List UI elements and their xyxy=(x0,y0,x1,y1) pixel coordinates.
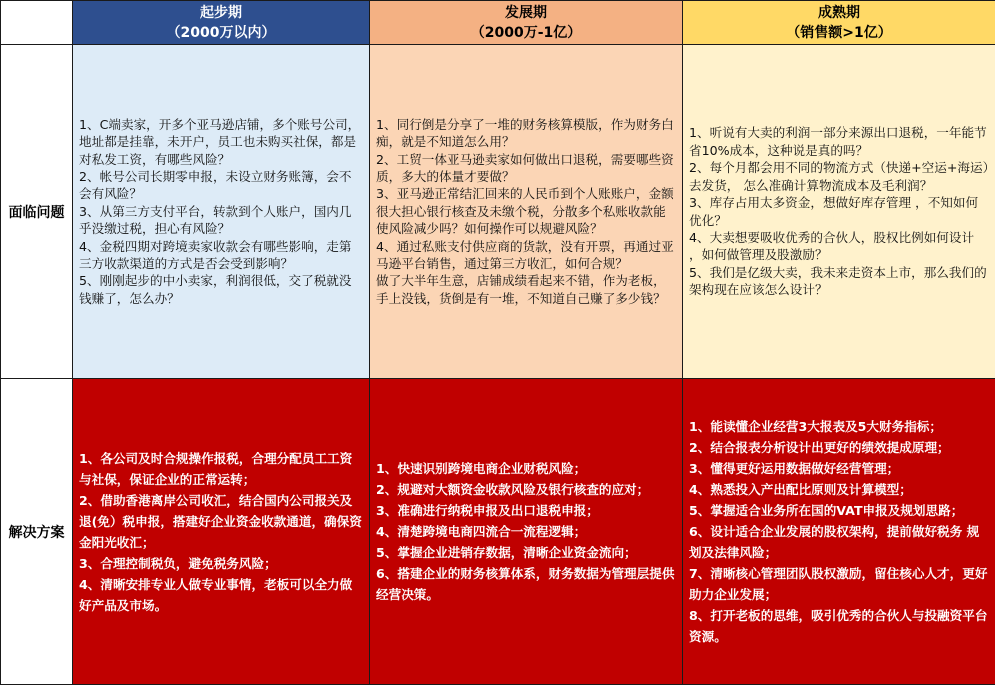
problems-start-cell: 1、C端卖家，开多个亚马逊店铺，多个账号公司，地址都是挂靠，未开户，员工也未购买社保，都是对私发工资，有哪些风险？ 2、帐号公司长期零申报，未设立财务账簿，会不会有风险？ 3、从第三方支付平台，转款到个人账户，国内几乎没缴过税，担心有风险？ 4、金税四期对跨境卖家收款会有哪些影响，走第三方收款渠道的方式是否会受到影响？ 5、刚刚起步的中小卖家，利润很低，交了税就没钱赚了，怎么办？ xyxy=(73,45,370,379)
problems-row-label: 面临问题 xyxy=(1,45,73,379)
corner-cell xyxy=(1,1,73,45)
header-start-stage xyxy=(73,1,370,45)
solutions-row-label: 解决方案 xyxy=(1,379,73,685)
solutions-mature-cell: 1、能读懂企业经营3大报表及5大财务指标； 2、结合报表分析设计出更好的绩效提成原理； 3、懂得更好运用数据做好经营管理； 4、熟悉投入产出配比原则及计算模型； 5、掌握适合业务所在国的VAT申报及规划思路； 6、设计适合企业发展的股权架构，提前做好税务 规划及法律风险； 7、清晰核心管理团队股权激励，留住核心人才，更好助力企业发展； 8、打开老板的思维，吸引优秀的合伙人与投融资平台资源。 xyxy=(683,379,995,685)
solutions-dev-cell: 1、快速识别跨境电商企业财税风险； 2、规避对大额资金收款风险及银行核查的应对； 3、准确进行纳税申报及出口退税申报； 4、清楚跨境电商四流合一流程逻辑； 5、掌握企业进销存数据，清晰企业资金流向； 6、搭建企业的财务核算体系，财务数据为管理层提供经营决策。 xyxy=(370,379,683,685)
solutions-row xyxy=(1,379,995,685)
header-dev-sub: （2000万-1亿） xyxy=(370,23,682,43)
header-row xyxy=(1,1,995,45)
header-mature-title: 成熟期 xyxy=(683,3,995,23)
header-mature-stage xyxy=(683,1,995,45)
problems-dev-cell: 1、同行倒是分享了一堆的财务核算模版，作为财务白痴，就是不知道怎么用？ 2、工贸一体亚马逊卖家如何做出口退税，需要哪些资质，多大的体量才要做？ 3、亚马逊正常结汇回来的人民币到个人账账户，金额很大担心银行核查及未缴个税，分散多个私账收款能使风险减少吗？如何操作可以规避风险？ 4、通过私账支付供应商的货款，没有开票，再通过亚马逊平台销售，通过第三方收汇，如何合规？ 做了大半年生意，店铺成绩看起来不错，作为老板，手上没钱，货倒是有一堆，不知道自己赚了多少钱？ xyxy=(370,45,683,379)
header-start-title: 起步期 xyxy=(73,3,369,23)
problems-mature-cell: 1、听说有大卖的利润一部分来源出口退税，一年能节省10%成本，这种说是真的吗？ 2、每个月都会用不同的物流方式（快递+空运+海运）去发货， 怎么准确计算物流成本及毛利润？ 3、库存占用太多资金，想做好库存管理 ，不知如何优化？ 4、大卖想要吸收优秀的合伙人，股权比例如何设计 ，如何做管理及股激励？ 5、我们是亿级大卖，我未来走资本上市，那么我们的架构现在应该怎么设计？ xyxy=(683,45,995,379)
problems-row xyxy=(1,45,995,379)
header-mature-sub: （销售额>1亿） xyxy=(683,23,995,43)
solutions-start-cell: 1、各公司及时合规操作报税，合理分配员工工资与社保，保证企业的正常运转； 2、借助香港离岸公司收汇，结合国内公司报关及退(免）税申报，搭建好企业资金收款通道，确保资金阳光收汇； 3、合理控制税负，避免税务风险； 4、清晰安排专业人做专业事情，老板可以全力做好产品及市场。 xyxy=(73,379,370,685)
header-dev-title: 发展期 xyxy=(370,3,682,23)
header-dev-stage xyxy=(370,1,683,45)
header-start-sub: （2000万以内） xyxy=(73,23,369,43)
